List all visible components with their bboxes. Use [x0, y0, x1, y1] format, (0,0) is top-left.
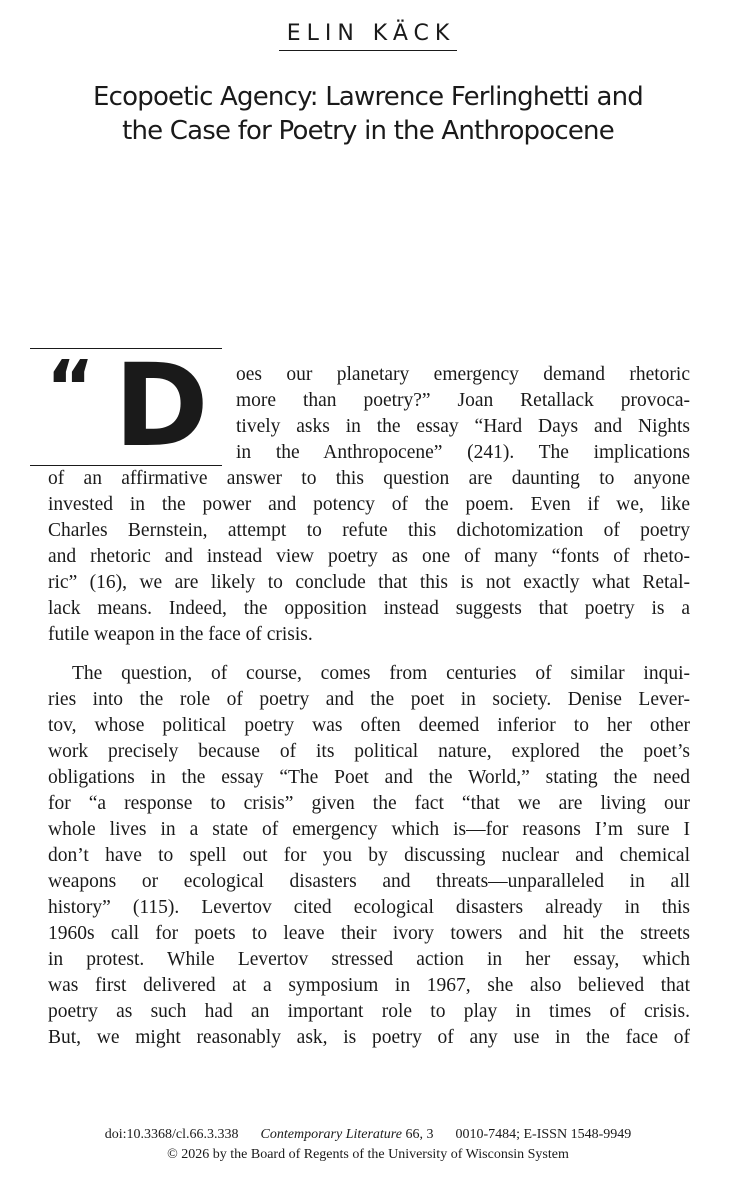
body-line: The question, of course, comes from centuries of similar inqui- — [72, 663, 690, 684]
body-line: But, we might reasonably ask, is poetry of any use in the face of — [48, 1027, 690, 1048]
body-line: oes our planetary emergency demand rhetoric — [236, 364, 690, 385]
footer-issn: 0010-7484; E-ISSN 1548-9949 — [455, 1127, 632, 1142]
body-line: futile weapon in the face of crisis. — [48, 624, 313, 645]
author-name-text: ELIN KÄCK — [279, 20, 458, 51]
body-line: and rhetoric and instead view poetry as one of many “fonts of rheto- — [48, 546, 690, 567]
body-line: ric” (16), we are likely to conclude that this is not exactly what Retal- — [48, 572, 690, 593]
footer-journal: Contemporary Literature — [260, 1127, 402, 1142]
footer-copyright-text: © 2026 by the Board of Regents of the University of Wisconsin System — [167, 1147, 569, 1162]
body-line: more than poetry?” Joan Retallack provoca- — [236, 390, 690, 411]
body-line: of an affirmative answer to this question are daunting to anyone — [48, 468, 690, 489]
body-line: in protest. While Levertov stressed action in her essay, which — [48, 949, 690, 970]
body-line: lack means. Indeed, the opposition instead suggests that poetry is a — [48, 598, 690, 619]
body-line: work precisely because of its political nature, explored the poet’s — [48, 741, 690, 762]
footer-citation — [0, 1126, 736, 1144]
body-line: poetry as such had an important role to play in times of crisis. — [48, 1001, 690, 1022]
drop-cap-quote: “ — [46, 345, 95, 431]
body-line: was first delivered at a symposium in 1967, she also believed that — [48, 975, 690, 996]
body-line: history” (115). Levertov cited ecological disasters already in this — [48, 897, 690, 918]
body-line: invested in the power and potency of the poem. Even if we, like — [48, 494, 690, 515]
body-line: obligations in the essay “The Poet and the World,” stating the need — [48, 767, 690, 788]
body-line: tov, whose political poetry was often deemed inferior to her other — [48, 715, 690, 736]
body-line: tively asks in the essay “Hard Days and Nights — [236, 416, 690, 437]
footer-doi: doi:10.3368/cl.66.3.338 — [104, 1127, 239, 1142]
body-line: in the Anthropocene” (241). The implications — [236, 442, 690, 463]
body-line: whole lives in a state of emergency which is—for reasons I’m sure I — [48, 819, 690, 840]
footer-copyright — [0, 1146, 736, 1164]
body-line: Charles Bernstein, attempt to refute this dichotomization of poetry — [48, 520, 690, 541]
body-line: 1960s call for poets to leave their ivory towers and hit the streets — [48, 923, 690, 944]
title-line-2: the Case for Poetry in the Anthropocene — [122, 116, 614, 146]
body-line: ries into the role of poetry and the poet in society. Denise Lever- — [48, 689, 690, 710]
footer-volume: 66, 3 — [405, 1127, 434, 1142]
title-line-1: Ecopoetic Agency: Lawrence Ferlinghetti and — [93, 82, 643, 112]
body-line: for “a response to crisis” given the fact “that we are living our — [48, 793, 690, 814]
drop-cap-letter: D — [114, 339, 209, 472]
body-line: don’t have to spell out for you by discussing nuclear and chemical — [48, 845, 690, 866]
body-line: weapons or ecological disasters and threats—unparalleled in all — [48, 871, 690, 892]
